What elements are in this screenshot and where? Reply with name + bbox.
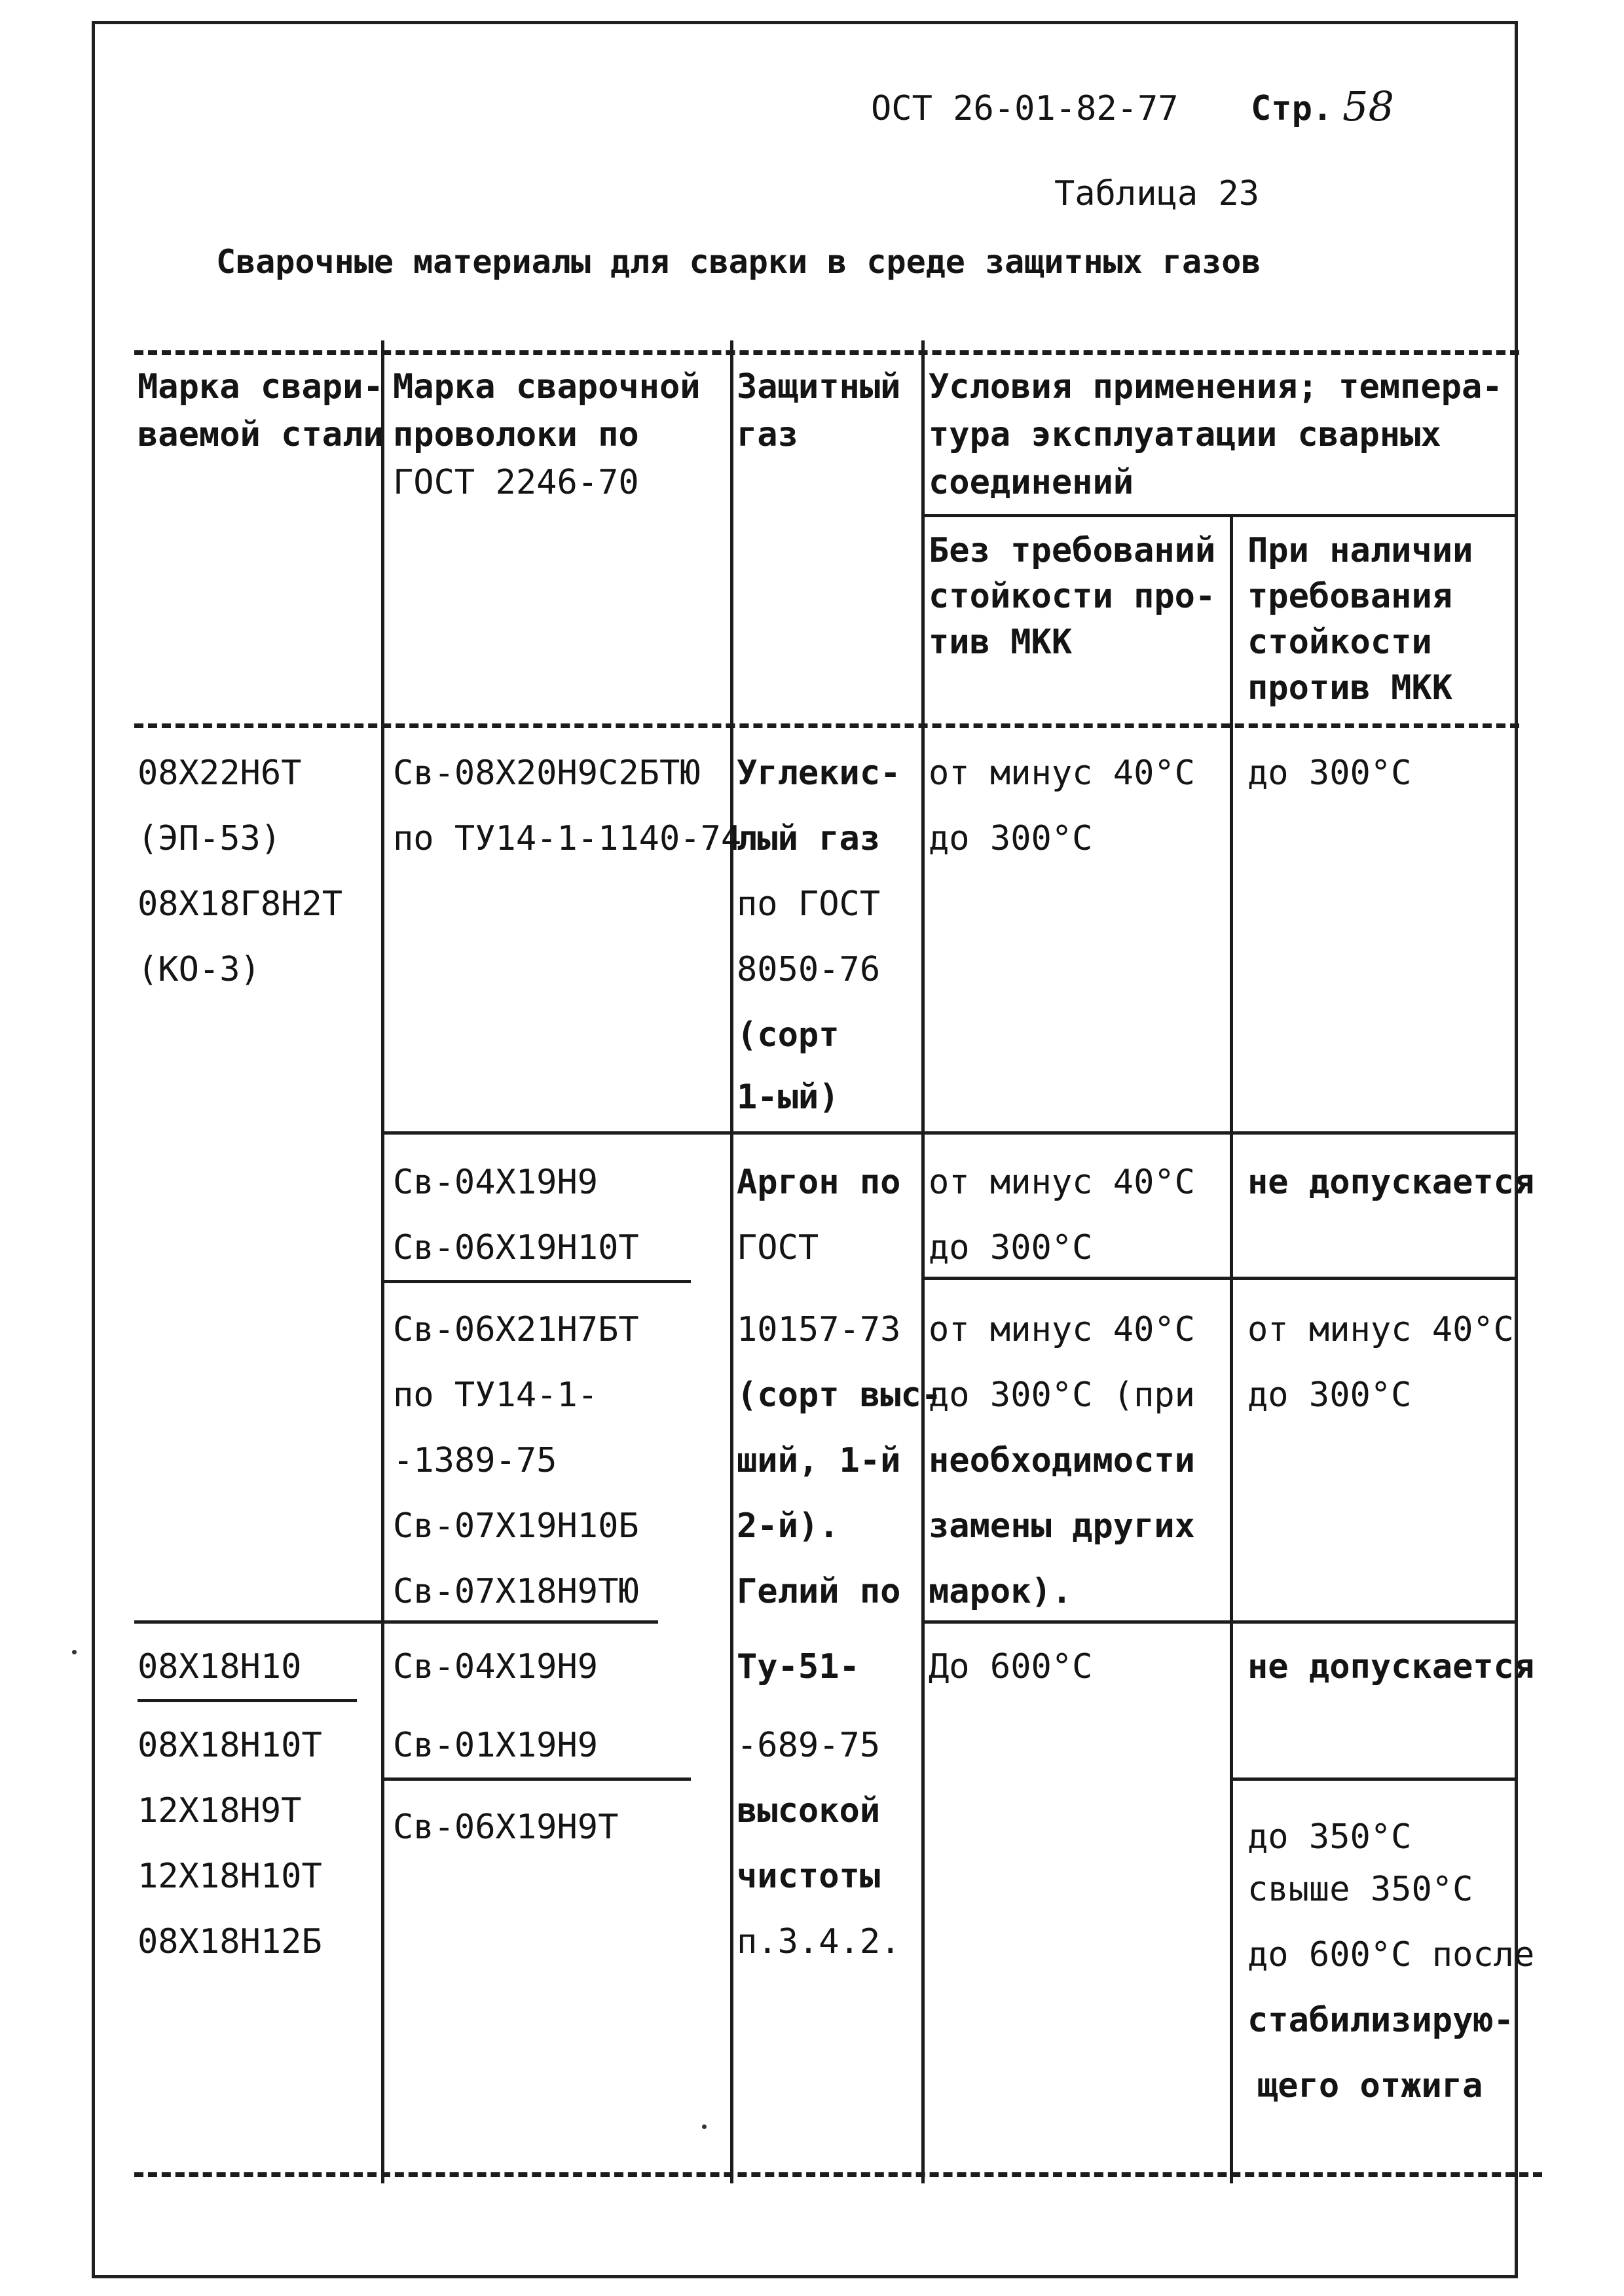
gas-text: (сорт выс-: [737, 1376, 942, 1415]
gas-text: 10157-73: [737, 1310, 901, 1349]
page-label: Стр.: [1251, 89, 1333, 128]
condition-no-mkk: до 300°С (при: [929, 1376, 1195, 1415]
col4b-header-line: против МКК: [1247, 668, 1453, 708]
gas-text: чистоты: [737, 1857, 881, 1896]
steel-grade: 08Х18Н10: [138, 1647, 302, 1686]
cond-rule-2: [923, 1620, 1516, 1624]
wire-rule-1: [383, 1280, 691, 1283]
col2-header-line: ГОСТ 2246-70: [393, 463, 639, 502]
condition-mkk: до 600°С после: [1247, 1935, 1535, 1975]
col2-header-line: проволоки по: [393, 415, 639, 454]
steel-grade: 08Х18Н10Т: [138, 1726, 322, 1765]
condition-no-mkk: от минус 40°С: [929, 1163, 1195, 1202]
col4b-header-line: требования: [1247, 577, 1453, 616]
wire-grade: Св-07Х19Н10Б: [393, 1506, 639, 1546]
gas-text: ший, 1-й: [737, 1441, 901, 1480]
col4-header-line: Условия применения; темпера-: [929, 367, 1503, 407]
condition-no-mkk: До 600°С: [929, 1647, 1093, 1686]
gas-text: высокой: [737, 1791, 881, 1831]
steel-grade: 08Х18Н12Б: [138, 1922, 322, 1961]
steel-grade: 08Х22Н6Т: [138, 754, 302, 793]
col2-header-line: Марка сварочной: [393, 367, 701, 407]
col-divider-2: [730, 340, 733, 2183]
wire-grade: Св-06Х21Н7БТ: [393, 1310, 639, 1349]
wire-grade: -1389-75: [393, 1441, 557, 1480]
condition-no-mkk: до 300°С: [929, 1228, 1093, 1267]
col1-header-line: Марка свари-: [138, 367, 384, 407]
condition-mkk: свыше 350°С: [1247, 1870, 1473, 1909]
subheader-rule: [923, 514, 1516, 517]
condition-no-mkk: марок).: [929, 1572, 1073, 1611]
col-divider-3: [921, 340, 925, 2183]
condition-mkk: до 300°С: [1247, 754, 1412, 793]
col3-header-line: Защитный: [737, 367, 901, 407]
speck: [702, 2124, 707, 2129]
condition-mkk: до 300°С: [1247, 1376, 1412, 1415]
gas-text: -689-75: [737, 1726, 881, 1765]
wire-grade: по ТУ14-1-1140-74: [393, 819, 742, 858]
wire-grade: Св-08Х20Н9С2БТЮ: [393, 754, 701, 793]
gas-text: Ту-51-: [737, 1647, 860, 1686]
condition-mkk: стабилизирую-: [1247, 2001, 1514, 2040]
gas-text: 2-й).: [737, 1506, 840, 1546]
col-divider-1: [381, 340, 384, 2183]
gas-text: ГОСТ: [737, 1228, 819, 1267]
gas-text: 1-ый): [737, 1078, 840, 1117]
condition-mkk: не допускается: [1247, 1163, 1535, 1202]
table-bottom-rule: [134, 2172, 1542, 2177]
gas-text: Аргон по: [737, 1163, 901, 1202]
gas-text: лый газ: [737, 819, 881, 858]
row-rule-2: [134, 1620, 658, 1624]
speck: [72, 1650, 77, 1654]
col3-header-line: газ: [737, 415, 798, 454]
wire-rule-2: [383, 1777, 691, 1781]
condition-no-mkk: необходимости: [929, 1441, 1195, 1480]
table-caption: Таблица 23: [1054, 174, 1260, 213]
condition-mkk: щего отжига: [1257, 2066, 1483, 2105]
condition-mkk: до 350°С: [1247, 1817, 1412, 1857]
col4b-header-line: стойкости: [1247, 623, 1432, 662]
steel-grade: 08Х18Г8Н2Т: [138, 884, 343, 924]
col1-header-line: ваемой стали: [138, 415, 384, 454]
wire-grade: Св-06Х19Н10Т: [393, 1228, 639, 1267]
col4a-header-line: стойкости про-: [929, 577, 1216, 616]
col4b-header-line: При наличии: [1247, 531, 1473, 570]
gas-text: (сорт: [737, 1015, 840, 1055]
steel-grade: (КО-3): [138, 950, 261, 989]
condition-mkk: не допускается: [1247, 1647, 1535, 1686]
table-top-rule: [134, 350, 1519, 355]
page-number: 58: [1342, 82, 1394, 130]
gas-text: Гелий по: [737, 1572, 901, 1611]
condition-no-mkk: от минус 40°С: [929, 754, 1195, 793]
gas-text: п.3.4.2.: [737, 1922, 901, 1961]
wire-grade: Св-04Х19Н9: [393, 1647, 599, 1686]
header-bottom-rule: [134, 723, 1519, 728]
wire-grade: по ТУ14-1-: [393, 1376, 599, 1415]
condition-no-mkk: до 300°С: [929, 819, 1093, 858]
wire-grade: Св-06Х19Н9Т: [393, 1808, 619, 1847]
wire-grade: Св-04Х19Н9: [393, 1163, 599, 1202]
document-title: Сварочные материалы для сварки в среде защитных газов: [216, 243, 1261, 281]
cond-rule-3: [1231, 1777, 1516, 1781]
condition-no-mkk: замены других: [929, 1506, 1195, 1546]
col4-header-line: тура эксплуатации сварных: [929, 415, 1441, 454]
steel-grade: 12Х18Н10Т: [138, 1857, 322, 1896]
col4-header-line: соединений: [929, 463, 1134, 502]
doc-code: ОСТ 26-01-82-77: [871, 89, 1179, 128]
condition-mkk: от минус 40°С: [1247, 1310, 1514, 1349]
row-rule-1: [383, 1131, 1516, 1135]
cond-rule-1: [923, 1277, 1516, 1280]
wire-grade: Св-01Х19Н9: [393, 1726, 599, 1765]
gas-text: по ГОСТ: [737, 884, 881, 924]
col-divider-4: [1230, 514, 1233, 2183]
col4a-header-line: Без требований: [929, 531, 1216, 570]
steel-underline: [138, 1699, 357, 1702]
condition-no-mkk: от минус 40°С: [929, 1310, 1195, 1349]
col4a-header-line: тив МКК: [929, 623, 1073, 662]
steel-grade: (ЭП-53): [138, 819, 282, 858]
gas-text: Углекис-: [737, 754, 901, 793]
wire-grade: Св-07Х18Н9ТЮ: [393, 1572, 639, 1611]
steel-grade: 12Х18Н9Т: [138, 1791, 302, 1831]
gas-text: 8050-76: [737, 950, 881, 989]
